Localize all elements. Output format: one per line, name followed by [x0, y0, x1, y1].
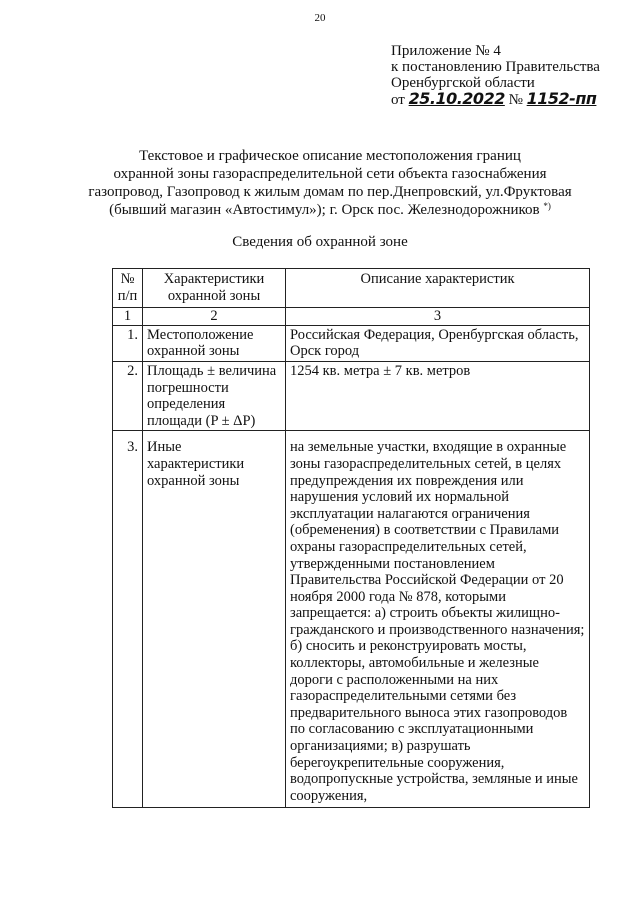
row-characteristic: Иные характеристики охранной зоны [143, 431, 286, 808]
document-title [60, 147, 600, 219]
title-line: газопровод, Газопровод к жилым домам по пер.Днепровский, ул.Фруктовая [88, 184, 572, 200]
page-number: 20 [314, 12, 326, 24]
header-cell-num: № п/п [113, 269, 143, 308]
appendix-line-2: к постановлению Правительства [391, 59, 600, 75]
table-header-row [113, 269, 590, 308]
appendix-header [391, 43, 600, 108]
handwritten-date: 25.10.2022 [408, 89, 505, 108]
appendix-date-line [391, 91, 600, 108]
table-row [113, 431, 590, 808]
appendix-line-1: Приложение № 4 [391, 43, 501, 59]
row-number: 3. [113, 431, 143, 808]
row-description: Российская Федерация, Оренбургская область, Орск город [286, 325, 590, 361]
handwritten-number: 1152-пп [526, 89, 597, 108]
row-number: 1. [113, 325, 143, 361]
footnote-mark: *) [543, 201, 551, 211]
title-line: (бывший магазин «Автостимул»); г. Орск пос. Железнодорожников [109, 202, 540, 218]
column-number: 3 [286, 308, 590, 326]
row-characteristic: Площадь ± величина погрешности определения площади (P ± ΔP) [143, 361, 286, 430]
title-line: Текстовое и графическое описание местоположения границ [139, 148, 521, 164]
title-line: охранной зоны газораспределительной сети объекта газоснабжения [113, 166, 547, 182]
appendix-line-3: Оренбургской области [391, 75, 535, 91]
title-line-last [60, 201, 600, 219]
table-row [113, 325, 590, 361]
column-number: 1 [113, 308, 143, 326]
number-sign: № [508, 92, 523, 108]
section-subtitle: Сведения об охранной зоне [232, 234, 408, 250]
row-description: на земельные участки, входящие в охранные зоны газораспределительных сетей, в целях предупреждения их повреждения или нарушения условий их нормальной эксплуатации налагаются ограничения (обременения) в соответствии с Правилами охраны газораспределительных сетей, утвержденными постановлением Правительства Российской Федерации от 20 ноября 2000 года № 878, которыми запрещается: а) строить объекты жилищно-гражданского и производственного назначения; б) сносить и реконструировать мосты, коллекторы, автомобильные и железные дороги с расположенными на них газораспределительными сетями без предварительного выноса этих газопроводов по согласованию с эксплуатационными организациями; в) разрушать берегоукрепительные сооружения, водопропускные устройства, земляные и иные сооружения, [286, 431, 590, 808]
column-number-row [113, 308, 590, 326]
protection-zone-table [112, 268, 590, 808]
header-cell-description: Описание характеристик [286, 269, 590, 308]
column-number: 2 [143, 308, 286, 326]
header-cell-characteristics: Характеристики охранной зоны [143, 269, 286, 308]
row-number: 2. [113, 361, 143, 430]
row-characteristic: Местоположение охранной зоны [143, 325, 286, 361]
date-prefix: от [391, 92, 405, 108]
row-description: 1254 кв. метра ± 7 кв. метров [286, 361, 590, 430]
table-row [113, 361, 590, 430]
